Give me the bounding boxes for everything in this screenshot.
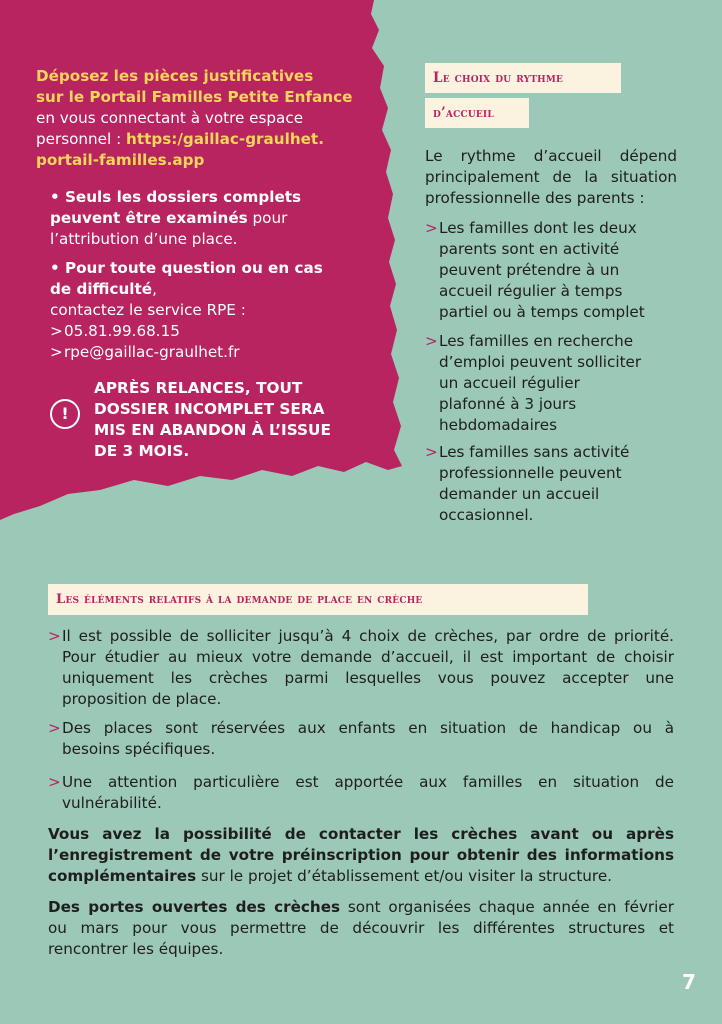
intro-line: Déposez les pièces justificatives bbox=[36, 67, 314, 85]
rhythm-intro bbox=[425, 146, 677, 209]
rhythm-title-tag-1: Le choix du rythme bbox=[425, 63, 621, 93]
item-line: hebdomadaires bbox=[439, 416, 557, 434]
intro-paragraph bbox=[36, 66, 366, 171]
bullet-line bbox=[50, 208, 360, 229]
rhythm-item bbox=[425, 442, 687, 526]
warning-line: MIS EN ABANDON À L’ISSUE bbox=[94, 421, 331, 439]
bullet-line: l’attribution d’une place. bbox=[50, 230, 238, 248]
text: pour bbox=[247, 209, 288, 227]
phone-number[interactable]: 05.81.99.68.15 bbox=[64, 322, 180, 340]
chevron-right-icon: > bbox=[425, 332, 438, 350]
item-line: vulnérabilité. bbox=[62, 794, 162, 812]
chevron-right-icon: > bbox=[48, 627, 61, 645]
item-line: Une attention particulière est apportée aux familles en situation de bbox=[62, 773, 674, 791]
intro-line: sur le Portail Familles Petite Enfance bbox=[36, 88, 353, 106]
item-line: Pour étudier au mieux votre demande d’accueil, il est important de choisir bbox=[62, 648, 674, 666]
item-line: besoins spécifiques. bbox=[62, 740, 216, 758]
paragraph-line: ou mars pour vous permettre de découvrir les différentes structures et bbox=[48, 919, 674, 937]
phone-line bbox=[50, 321, 360, 342]
chevron-right-icon: > bbox=[50, 322, 63, 340]
portal-link-continued[interactable]: portail-familles.app bbox=[36, 151, 205, 169]
paragraph-line: Vous avez la possibilité de contacter les crèches avant ou après bbox=[48, 825, 674, 843]
item-line: Les familles sans activité bbox=[439, 443, 630, 461]
elements-item bbox=[48, 718, 674, 760]
item-line: Les familles dont les deux bbox=[439, 219, 637, 237]
bold-text: peuvent être examinés bbox=[50, 209, 248, 227]
chevron-right-icon: > bbox=[425, 219, 438, 237]
page-number: 7 bbox=[682, 970, 696, 994]
text: sur le projet d’établissement et/ou visiter la structure. bbox=[196, 867, 612, 885]
item-line: uniquement les crèches parmi lesquelles vous pouvez accepter une bbox=[62, 669, 674, 687]
chevron-right-icon: > bbox=[48, 773, 61, 791]
text: , bbox=[152, 280, 157, 298]
rhythm-title-tag-2: d’accueil bbox=[425, 98, 529, 128]
elements-title-tag: Les éléments relatifs à la demande de place en crèche bbox=[48, 584, 588, 615]
intro-line: principalement de la situation bbox=[425, 168, 677, 186]
item-line: parents sont en activité bbox=[439, 240, 620, 258]
contact-paragraph bbox=[48, 824, 674, 887]
bullet-line: contactez le service RPE : bbox=[50, 301, 246, 319]
intro-line: Le rythme d’accueil dépend bbox=[425, 147, 677, 165]
bullet-line: • Seuls les dossiers complets bbox=[50, 188, 302, 206]
paragraph-line: rencontrer les équipes. bbox=[48, 940, 224, 958]
bold-text: complémentaires bbox=[48, 867, 197, 885]
portal-link[interactable]: https:/gaillac-graulhet. bbox=[126, 130, 324, 148]
warning-text bbox=[94, 378, 354, 462]
paragraph-line bbox=[48, 866, 674, 887]
elements-item bbox=[48, 772, 674, 814]
bullet-questions bbox=[50, 258, 360, 363]
item-line: accueil régulier à temps bbox=[439, 282, 623, 300]
warning-line: DE 3 MOIS. bbox=[94, 442, 190, 460]
warning-line: DOSSIER INCOMPLET SERA bbox=[94, 400, 325, 418]
warning-icon: ! bbox=[50, 399, 80, 429]
paragraph-line bbox=[48, 897, 674, 918]
item-line: Il est possible de solliciter jusqu’à 4 choix de crèches, par ordre de priorité. bbox=[62, 627, 674, 645]
paragraph-line: l’enregistrement de votre préinscription pour obtenir des informations bbox=[48, 846, 674, 864]
open-days-paragraph bbox=[48, 897, 674, 960]
item-line: d’emploi peuvent solliciter bbox=[439, 353, 642, 371]
item-line: partiel ou à temps complet bbox=[439, 303, 645, 321]
item-line: un accueil régulier bbox=[439, 374, 580, 392]
chevron-right-icon: > bbox=[48, 719, 61, 737]
item-line: demander un accueil bbox=[439, 485, 600, 503]
intro-line bbox=[36, 129, 366, 150]
warning-line: APRÈS RELANCES, TOUT bbox=[94, 379, 303, 397]
item-line: proposition de place. bbox=[62, 690, 222, 708]
bullet-complete-files bbox=[50, 187, 360, 250]
intro-line: en vous connectant à votre espace bbox=[36, 109, 304, 127]
elements-item bbox=[48, 626, 674, 710]
bold-text: Des portes ouvertes des crèches bbox=[48, 898, 341, 916]
intro-line: professionnelle des parents : bbox=[425, 189, 645, 207]
item-line: plafonné à 3 jours bbox=[439, 395, 577, 413]
item-line: occasionnel. bbox=[439, 506, 534, 524]
chevron-right-icon: > bbox=[50, 343, 63, 361]
item-line: peuvent prétendre à un bbox=[439, 261, 620, 279]
chevron-right-icon: > bbox=[425, 443, 438, 461]
rhythm-item bbox=[425, 331, 687, 436]
email-link[interactable]: rpe@gaillac-graulhet.fr bbox=[64, 343, 240, 361]
intro-text: personnel : bbox=[36, 130, 127, 148]
item-line: Des places sont réservées aux enfants en situation de handicap ou à bbox=[62, 719, 674, 737]
bold-text: de difficulté bbox=[50, 280, 153, 298]
item-line: professionnelle peuvent bbox=[439, 464, 622, 482]
email-line bbox=[50, 342, 360, 363]
bullet-line: • Pour toute question ou en cas bbox=[50, 259, 323, 277]
rhythm-item bbox=[425, 218, 687, 323]
item-line: Les familles en recherche bbox=[439, 332, 634, 350]
text: sont organisées chaque année en février bbox=[340, 898, 674, 916]
bullet-line bbox=[50, 279, 360, 300]
